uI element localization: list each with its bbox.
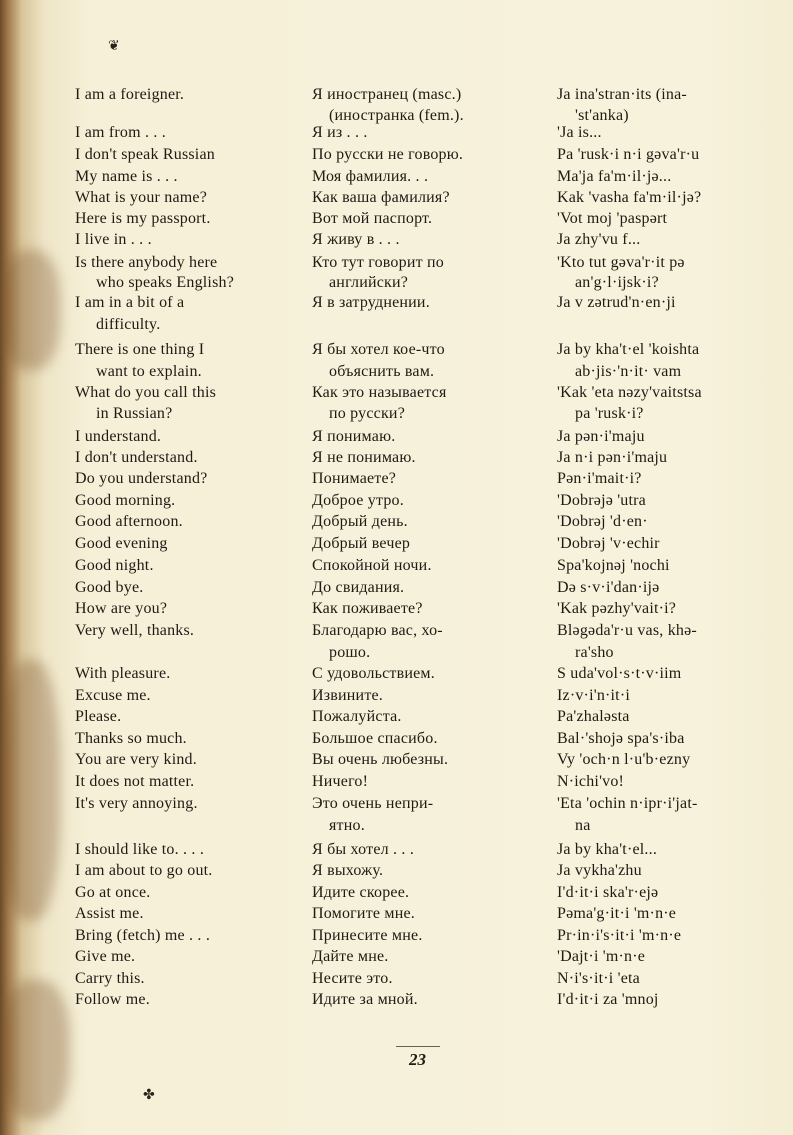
transliteration: Kak 'vasha fa'm·il·jə?: [557, 189, 702, 206]
transliteration: Bləgəda'r·u vas, khə-: [557, 622, 697, 639]
transliteration: 'Dobrəj 'v·echir: [557, 535, 660, 552]
russian-phrase: Я бы хотел кое-что: [312, 341, 445, 358]
paper-stain: [0, 980, 70, 1120]
english-phrase: who speaks English?: [96, 274, 235, 291]
transliteration: an'g·l·ijsk·i?: [575, 274, 659, 291]
english-phrase: There is one thing I: [75, 341, 205, 358]
english-phrase: Please.: [75, 708, 122, 725]
russian-phrase: Я понимаю.: [312, 428, 396, 445]
transliteration: N·i's·it·i 'eta: [557, 970, 640, 987]
russian-phrase: Кто тут говорит по: [312, 254, 444, 271]
transliteration: ra'sho: [575, 644, 614, 661]
russian-phrase: Пожалуйста.: [312, 708, 402, 725]
russian-phrase: по русски?: [329, 405, 405, 422]
english-phrase: What do you call this: [75, 384, 217, 401]
english-phrase: Good bye.: [75, 579, 144, 596]
transliteration: Bal·'shojə spa's·iba: [557, 730, 685, 747]
transliteration: I'd·it·i ska'r·ejə: [557, 884, 659, 901]
transliteration: 'Dajt·i 'm·n·e: [557, 948, 646, 965]
russian-phrase: Дайте мне.: [312, 948, 389, 965]
transliteration: Pr·in·i's·it·i 'm·n·e: [557, 927, 682, 944]
russian-phrase: Извините.: [312, 687, 384, 704]
russian-phrase: Я в затруднении.: [312, 294, 430, 311]
paper-stain: [0, 250, 60, 370]
english-phrase: Carry this.: [75, 970, 145, 987]
english-phrase: I don't speak Russian: [75, 146, 215, 163]
english-phrase: I understand.: [75, 428, 162, 445]
transliteration: Də s·v·i'dan·ijə: [557, 579, 660, 596]
transliteration: 'Kak 'eta nəzy'vaitstsa: [557, 384, 702, 401]
russian-phrase: Принесите мне.: [312, 927, 423, 944]
transliteration: ab·jis·'n·it· vam: [575, 363, 682, 380]
english-phrase: With pleasure.: [75, 665, 171, 682]
russian-phrase: Вот мой паспорт.: [312, 210, 433, 227]
english-phrase: My name is . . .: [75, 168, 178, 185]
english-phrase: I don't understand.: [75, 449, 198, 466]
transliteration: na: [575, 817, 591, 834]
ornament-icon: ✤: [143, 1088, 155, 1103]
russian-phrase: Ничего!: [312, 773, 369, 790]
russian-phrase: Понимаете?: [312, 470, 397, 487]
russian-phrase: До свидания.: [312, 579, 405, 596]
russian-phrase: Помогите мне.: [312, 905, 415, 922]
russian-phrase: Я из . . .: [312, 124, 368, 141]
transliteration: 'Eta 'ochin n·ipr·i'jat-: [557, 795, 698, 812]
transliteration: Ja zhy'vu f...: [557, 231, 641, 248]
english-phrase: Here is my passport.: [75, 210, 211, 227]
english-phrase: I live in . . .: [75, 231, 152, 248]
english-phrase: Very well, thanks.: [75, 622, 195, 639]
russian-phrase: ятно.: [329, 817, 365, 834]
transliteration: Ma'ja fa'm·il·jə...: [557, 168, 672, 185]
transliteration: I'd·it·i za 'mnoj: [557, 991, 659, 1008]
english-phrase: Excuse me.: [75, 687, 151, 704]
transliteration: 'Ja is...: [557, 124, 602, 141]
transliteration: S uda'vol·s·t·v·iim: [557, 665, 682, 682]
russian-phrase: (иностранка (fem.).: [329, 107, 464, 124]
transliteration: pa 'rusk·i?: [575, 405, 644, 422]
transliteration: 'Dobrəjə 'utra: [557, 492, 646, 509]
russian-phrase: Это очень непри-: [312, 795, 434, 812]
russian-phrase: Как это называется: [312, 384, 447, 401]
transliteration: Ja by kha't·el 'koishta: [557, 341, 700, 358]
english-phrase: Give me.: [75, 948, 136, 965]
english-phrase: It's very annoying.: [75, 795, 198, 812]
russian-phrase: Идите скорее.: [312, 884, 410, 901]
english-phrase: Thanks so much.: [75, 730, 187, 747]
page-number-rule: [396, 1046, 440, 1047]
ornament-icon: ❦: [108, 39, 120, 54]
transliteration: Ja v zətrud'n·en·ji: [557, 294, 676, 311]
english-phrase: It does not matter.: [75, 773, 195, 790]
english-phrase: What is your name?: [75, 189, 207, 206]
transliteration: 'Kto tut gəva'r·it pə: [557, 254, 685, 271]
transliteration: Ja n·i pən·i'maju: [557, 449, 668, 466]
english-phrase: want to explain.: [96, 363, 202, 380]
russian-phrase: Благодарю вас, хо-: [312, 622, 443, 639]
english-phrase: Assist me.: [75, 905, 144, 922]
russian-phrase: Я бы хотел . . .: [312, 841, 415, 858]
transliteration: Spa'kojnəj 'nochi: [557, 557, 670, 574]
transliteration: N·ichi'vo!: [557, 773, 625, 790]
english-phrase: How are you?: [75, 600, 168, 617]
russian-phrase: Несите это.: [312, 970, 393, 987]
russian-phrase: Добрый день.: [312, 513, 408, 530]
transliteration: Pəma'g·it·i 'm·n·e: [557, 905, 677, 922]
page-number: 23: [409, 1050, 426, 1069]
english-phrase: I am about to go out.: [75, 862, 213, 879]
english-phrase: Good morning.: [75, 492, 176, 509]
english-phrase: I am in a bit of a: [75, 294, 185, 311]
english-phrase: Good night.: [75, 557, 154, 574]
russian-phrase: Идите за мной.: [312, 991, 418, 1008]
russian-phrase: Вы очень любезны.: [312, 751, 449, 768]
english-phrase: I am from . . .: [75, 124, 166, 141]
russian-phrase: Как поживаете?: [312, 600, 423, 617]
russian-phrase: английски?: [329, 274, 409, 291]
russian-phrase: Я живу в . . .: [312, 231, 400, 248]
english-phrase: I am a foreigner.: [75, 86, 185, 103]
paper-stain: [0, 660, 60, 920]
english-phrase: Good evening: [75, 535, 168, 552]
english-phrase: Follow me.: [75, 991, 150, 1008]
russian-phrase: Доброе утро.: [312, 492, 404, 509]
english-phrase: in Russian?: [96, 405, 173, 422]
russian-phrase: С удовольствием.: [312, 665, 435, 682]
english-phrase: Is there anybody here: [75, 254, 218, 271]
transliteration: Pən·i'mait·i?: [557, 470, 642, 487]
transliteration: 'Dobrəj 'd·en·: [557, 513, 648, 530]
transliteration: Ja vykha'zhu: [557, 862, 642, 879]
english-phrase: difficulty.: [96, 316, 161, 333]
russian-phrase: Я иностранец (masc.): [312, 86, 462, 103]
russian-phrase: Я не понимаю.: [312, 449, 416, 466]
transliteration: Pa'zhaləsta: [557, 708, 630, 725]
russian-phrase: Я выхожу.: [312, 862, 384, 879]
transliteration: Iz·v·i'n·it·i: [557, 687, 631, 704]
transliteration: 'st'anka): [575, 107, 629, 124]
russian-phrase: По русски не говорю.: [312, 146, 464, 163]
transliteration: Ja ina'stran·its (ina-: [557, 86, 687, 103]
transliteration: Ja by kha't·el...: [557, 841, 658, 858]
russian-phrase: Добрый вечер: [312, 535, 411, 552]
english-phrase: You are very kind.: [75, 751, 197, 768]
english-phrase: Bring (fetch) me . . .: [75, 927, 211, 944]
english-phrase: I should like to. . . .: [75, 841, 205, 858]
english-phrase: Good afternoon.: [75, 513, 183, 530]
transliteration: 'Kak pəzhy'vait·i?: [557, 600, 677, 617]
transliteration: Vy 'och·n l·u'b·ezny: [557, 751, 691, 768]
russian-phrase: Большое спасибо.: [312, 730, 438, 747]
russian-phrase: Спокойной ночи.: [312, 557, 432, 574]
russian-phrase: Моя фамилия. . .: [312, 168, 429, 185]
russian-phrase: объяснить вам.: [329, 363, 435, 380]
russian-phrase: Как ваша фамилия?: [312, 189, 450, 206]
transliteration: Pa 'rusk·i n·i gəva'r·u: [557, 146, 700, 163]
transliteration: Ja pən·i'maju: [557, 428, 645, 445]
russian-phrase: рошо.: [329, 644, 371, 661]
english-phrase: Do you understand?: [75, 470, 208, 487]
transliteration: 'Vot moj 'paspərt: [557, 210, 668, 227]
english-phrase: Go at once.: [75, 884, 151, 901]
